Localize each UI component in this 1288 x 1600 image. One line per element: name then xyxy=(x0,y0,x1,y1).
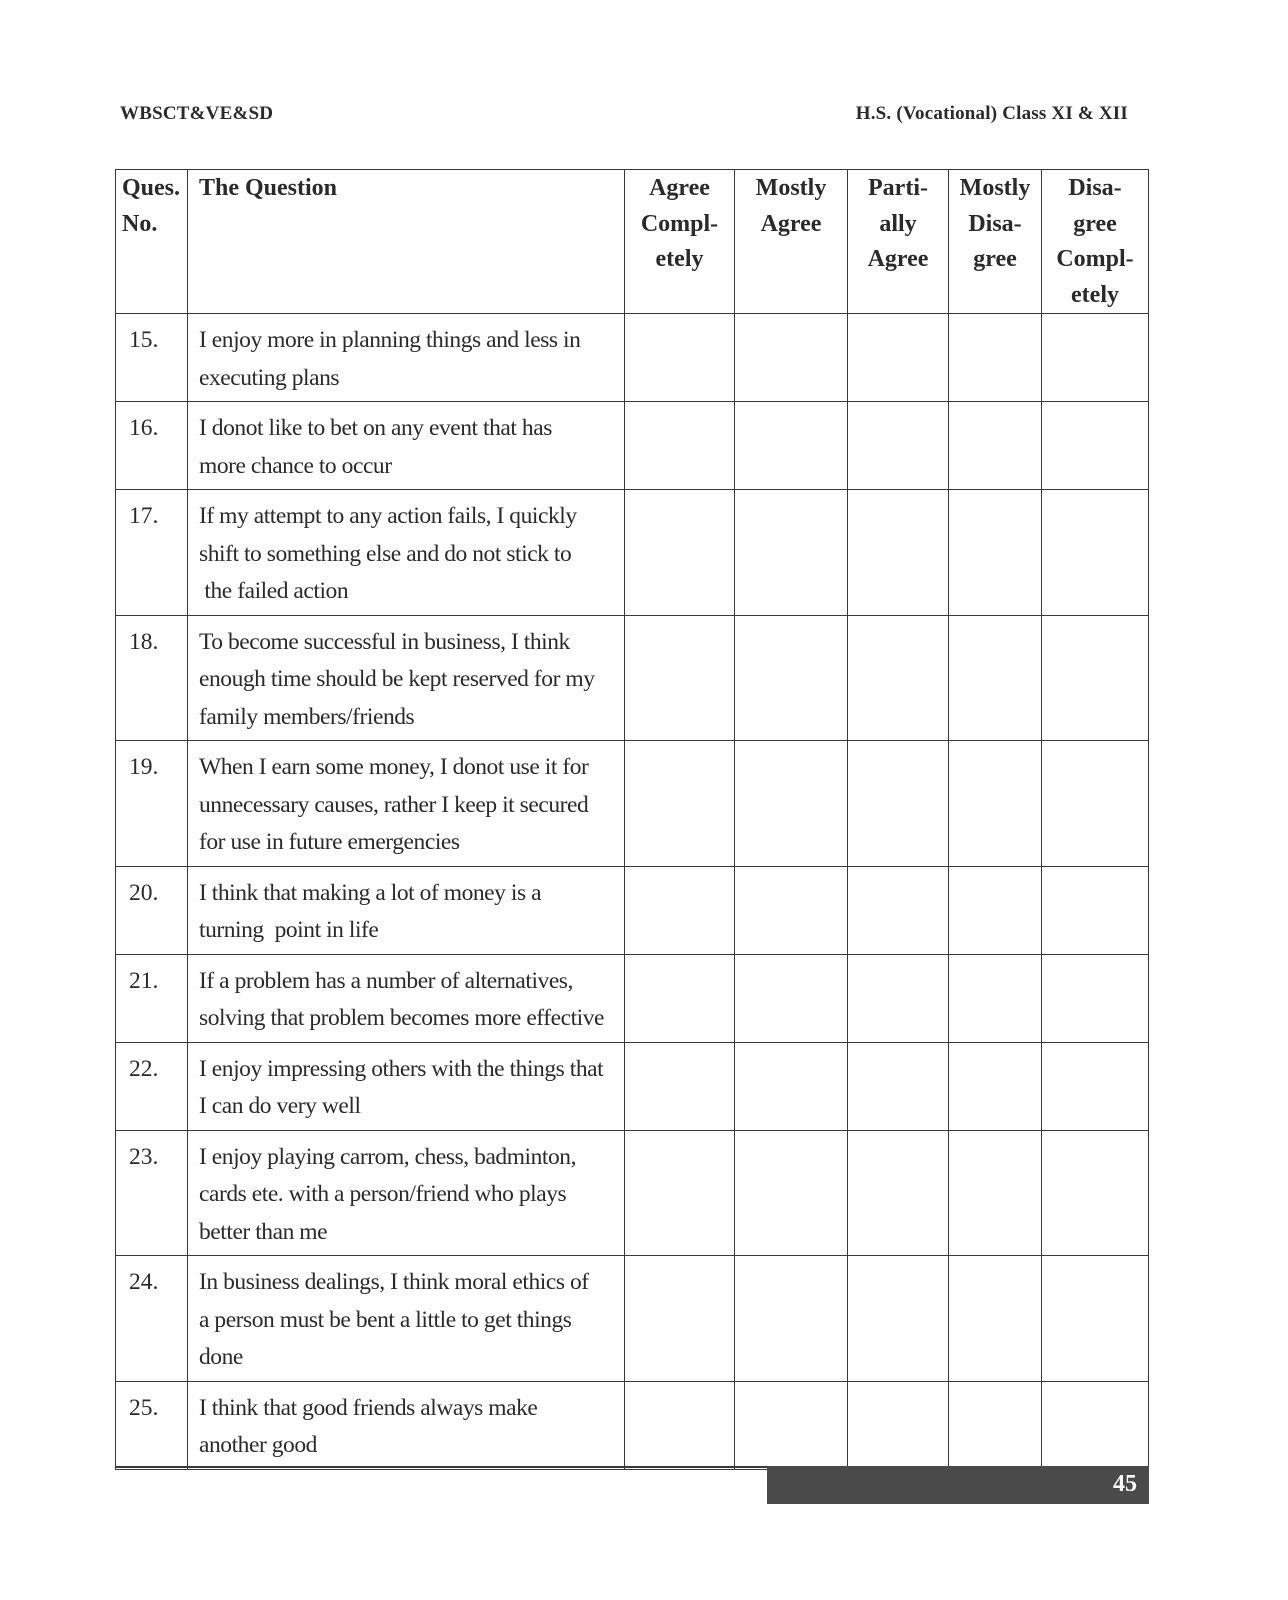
response-cell-mostly-disagree[interactable] xyxy=(949,1381,1042,1469)
response-cell-agree-completely[interactable] xyxy=(625,1381,735,1469)
col-header-agree-completely xyxy=(625,170,735,314)
question-text-line: family members/friends xyxy=(199,703,415,730)
question-number: 15. xyxy=(116,314,188,402)
col-header-line: gree xyxy=(973,246,1017,272)
question-text-line: solving that problem becomes more effective xyxy=(199,1005,605,1031)
response-cell-agree-completely[interactable] xyxy=(625,741,735,867)
response-cell-mostly-agree[interactable] xyxy=(735,1042,848,1130)
response-cell-agree-completely[interactable] xyxy=(625,1256,735,1382)
response-cell-mostly-agree[interactable] xyxy=(735,402,848,490)
col-header-disagree-completely xyxy=(1042,170,1149,314)
table-row xyxy=(116,741,1149,867)
table-row xyxy=(116,615,1149,741)
question-text-line: for use in future emergencies xyxy=(199,829,460,855)
response-cell-agree-completely[interactable] xyxy=(625,1130,735,1256)
question-text-line: another good xyxy=(199,1432,317,1458)
response-cell-disagree-completely[interactable] xyxy=(1042,954,1149,1042)
response-cell-mostly-agree[interactable] xyxy=(735,314,848,402)
question-text xyxy=(188,954,625,1042)
response-cell-agree-completely[interactable] xyxy=(625,954,735,1042)
col-header-line: Compl- xyxy=(640,210,719,237)
response-cell-disagree-completely[interactable] xyxy=(1042,1042,1149,1130)
response-cell-mostly-agree[interactable] xyxy=(735,1381,848,1469)
response-cell-mostly-agree[interactable] xyxy=(735,866,848,954)
question-number: 17. xyxy=(116,490,188,616)
question-text xyxy=(188,615,625,741)
table-row xyxy=(116,1256,1149,1382)
question-text-line: shift to something else and do not stick to xyxy=(199,540,572,567)
response-cell-agree-completely[interactable] xyxy=(625,314,735,402)
response-cell-partially-agree[interactable] xyxy=(848,615,949,741)
question-text-line: I enjoy playing carrom, chess, badminton, xyxy=(199,1143,577,1170)
header-class-title: H.S. (Vocational) Class XI & XII xyxy=(855,103,1128,124)
col-header-line: Agree xyxy=(867,246,929,272)
response-cell-disagree-completely[interactable] xyxy=(1042,1381,1149,1469)
response-cell-mostly-disagree[interactable] xyxy=(949,866,1042,954)
col-header-line: Disa- xyxy=(1068,175,1122,201)
question-text-line: the failed action xyxy=(199,578,349,604)
response-cell-partially-agree[interactable] xyxy=(848,1130,949,1256)
question-number: 23. xyxy=(116,1130,188,1256)
response-cell-partially-agree[interactable] xyxy=(848,1042,949,1130)
question-number: 21. xyxy=(116,954,188,1042)
question-text-line: I can do very well xyxy=(199,1093,361,1119)
question-text-line: I enjoy more in planning things and less in xyxy=(199,327,581,353)
question-text-line: If a problem has a number of alternatives, xyxy=(199,967,573,994)
response-cell-mostly-disagree[interactable] xyxy=(949,1130,1042,1256)
col-header-question xyxy=(188,170,625,314)
footer-bar xyxy=(767,1466,1149,1504)
table-row xyxy=(116,1042,1149,1130)
response-cell-agree-completely[interactable] xyxy=(625,490,735,616)
questionnaire-table xyxy=(115,169,1149,1470)
response-cell-disagree-completely[interactable] xyxy=(1042,866,1149,954)
col-header-line: gree xyxy=(1073,210,1117,237)
header-org-title: WBSCT&VE&SD xyxy=(120,103,274,124)
question-text-line: In business dealings, I think moral ethics of xyxy=(199,1269,589,1295)
response-cell-mostly-agree[interactable] xyxy=(735,615,848,741)
response-cell-mostly-agree[interactable] xyxy=(735,1256,848,1382)
col-header-line: Ques. xyxy=(122,175,181,201)
question-number: 25. xyxy=(116,1381,188,1469)
page-number: 45 xyxy=(1113,1471,1137,1497)
question-number: 19. xyxy=(116,741,188,867)
col-header-ques-no xyxy=(116,170,188,314)
response-cell-mostly-disagree[interactable] xyxy=(949,954,1042,1042)
response-cell-mostly-disagree[interactable] xyxy=(949,1042,1042,1130)
response-cell-partially-agree[interactable] xyxy=(848,1256,949,1382)
response-cell-mostly-disagree[interactable] xyxy=(949,402,1042,490)
question-number: 16. xyxy=(116,402,188,490)
question-number: 20. xyxy=(116,866,188,954)
response-cell-partially-agree[interactable] xyxy=(848,866,949,954)
response-cell-partially-agree[interactable] xyxy=(848,1381,949,1469)
question-text xyxy=(188,866,625,954)
table-row xyxy=(116,954,1149,1042)
response-cell-disagree-completely[interactable] xyxy=(1042,314,1149,402)
question-text-line: more chance to occur xyxy=(199,452,392,479)
response-cell-mostly-agree[interactable] xyxy=(735,1130,848,1256)
question-number: 22. xyxy=(116,1042,188,1130)
response-cell-mostly-disagree[interactable] xyxy=(949,615,1042,741)
response-cell-disagree-completely[interactable] xyxy=(1042,1130,1149,1256)
question-text-line: unnecessary causes, rather I keep it secured xyxy=(199,791,589,818)
table-header-row xyxy=(116,170,1149,314)
response-cell-mostly-agree[interactable] xyxy=(735,741,848,867)
col-header-line: etely xyxy=(1071,281,1119,308)
col-header-line: Agree xyxy=(760,210,822,237)
question-text-line: executing plans xyxy=(199,364,340,391)
question-text xyxy=(188,1381,625,1469)
response-cell-partially-agree[interactable] xyxy=(848,490,949,616)
question-text xyxy=(188,1042,625,1130)
response-cell-mostly-disagree[interactable] xyxy=(949,490,1042,616)
question-text-line: To become successful in business, I think xyxy=(199,628,570,655)
response-cell-disagree-completely[interactable] xyxy=(1042,1256,1149,1382)
response-cell-disagree-completely[interactable] xyxy=(1042,490,1149,616)
response-cell-partially-agree[interactable] xyxy=(848,314,949,402)
response-cell-mostly-disagree[interactable] xyxy=(949,1256,1042,1382)
response-cell-disagree-completely[interactable] xyxy=(1042,402,1149,490)
response-cell-agree-completely[interactable] xyxy=(625,402,735,490)
col-header-line: No. xyxy=(122,210,158,237)
question-text xyxy=(188,490,625,616)
question-text-line: cards ete. with a person/friend who plays xyxy=(199,1181,567,1207)
response-cell-mostly-disagree[interactable] xyxy=(949,314,1042,402)
col-header-partially-agree xyxy=(848,170,949,314)
footer-rule xyxy=(115,1466,767,1468)
question-text xyxy=(188,402,625,490)
response-cell-disagree-completely[interactable] xyxy=(1042,741,1149,867)
col-header-line: Disa- xyxy=(968,210,1022,237)
col-header-line: ally xyxy=(879,210,917,237)
table-row xyxy=(116,1381,1149,1469)
table-row xyxy=(116,314,1149,402)
table-row xyxy=(116,866,1149,954)
question-text-line: a person must be bent a little to get things xyxy=(199,1306,572,1333)
response-cell-mostly-agree[interactable] xyxy=(735,954,848,1042)
question-text xyxy=(188,1256,625,1382)
col-header-line: etely xyxy=(655,246,704,272)
response-cell-agree-completely[interactable] xyxy=(625,615,735,741)
question-text xyxy=(188,314,625,402)
question-number: 24. xyxy=(116,1256,188,1382)
col-header-line: Mostly xyxy=(755,175,827,201)
question-text-line: I think that making a lot of money is a xyxy=(199,879,542,906)
col-header-line: Compl- xyxy=(1056,246,1134,272)
response-cell-agree-completely[interactable] xyxy=(625,866,735,954)
question-text xyxy=(188,741,625,867)
question-text-line: enough time should be kept reserved for my xyxy=(199,666,595,692)
response-cell-disagree-completely[interactable] xyxy=(1042,615,1149,741)
response-cell-partially-agree[interactable] xyxy=(848,741,949,867)
question-text-line: I enjoy impressing others with the things that xyxy=(199,1055,604,1082)
response-cell-partially-agree[interactable] xyxy=(848,954,949,1042)
col-header-line: Agree xyxy=(649,175,710,201)
response-cell-mostly-disagree[interactable] xyxy=(949,741,1042,867)
question-text xyxy=(188,1130,625,1256)
col-header-line: Parti- xyxy=(868,175,928,201)
table-row xyxy=(116,402,1149,490)
question-number: 18. xyxy=(116,615,188,741)
response-cell-mostly-agree[interactable] xyxy=(735,490,848,616)
question-text-line: done xyxy=(199,1344,243,1370)
col-header-line: The Question xyxy=(199,175,338,201)
question-text-line: If my attempt to any action fails, I quickly xyxy=(199,503,577,529)
col-header-mostly-disagree xyxy=(949,170,1042,314)
col-header-mostly-agree xyxy=(735,170,848,314)
question-text-line: I donot like to bet on any event that has xyxy=(199,415,552,441)
response-cell-partially-agree[interactable] xyxy=(848,402,949,490)
question-text-line: I think that good friends always make xyxy=(199,1394,538,1421)
response-cell-agree-completely[interactable] xyxy=(625,1042,735,1130)
table-row xyxy=(116,1130,1149,1256)
question-text-line: turning point in life xyxy=(199,917,379,943)
table-row xyxy=(116,490,1149,616)
col-header-line: Mostly xyxy=(959,175,1031,201)
question-text-line: better than me xyxy=(199,1218,328,1245)
question-text-line: When I earn some money, I donot use it for xyxy=(199,754,589,780)
